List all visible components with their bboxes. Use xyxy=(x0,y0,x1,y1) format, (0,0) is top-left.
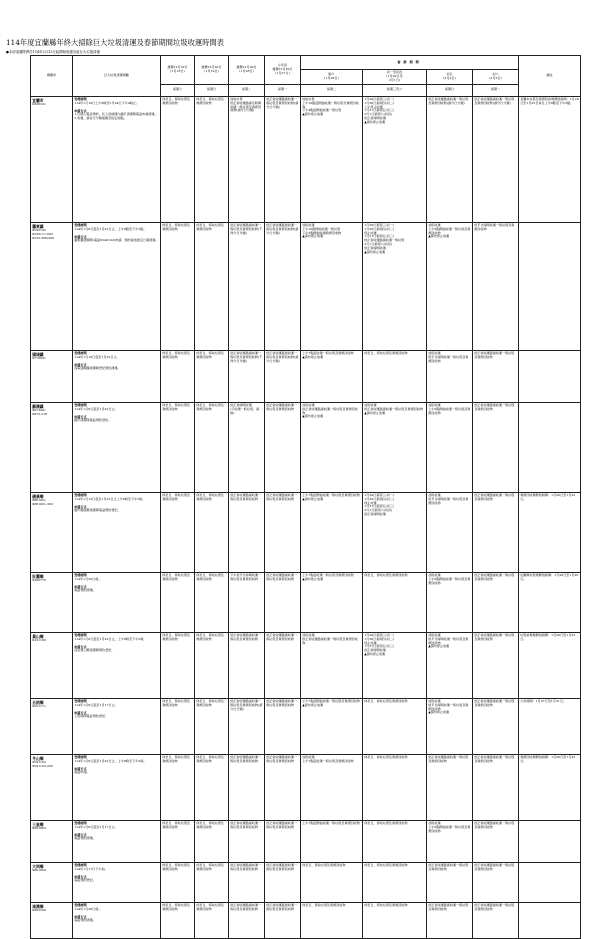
district-cell xyxy=(31,402,73,492)
schedule-cell-e2: 休息日，停收垃圾及資源回收物 xyxy=(363,862,427,902)
schedule-cell-c3: 依正常收運路線收運一般垃圾及資源回收物(不得分日分類) xyxy=(229,222,265,350)
schedule-cell-c2: 休息日，停收垃圾及資源回收物 xyxy=(195,862,229,902)
schedule-cell-c3: 依正常收運路線收運一般垃圾及資源回收物 xyxy=(229,632,265,698)
header-date-2: 農曆12月20日 (1月19日) xyxy=(195,56,229,85)
bulky-label: 受理時間 xyxy=(74,862,87,867)
schedule-cell-e3: 加班收運 依平日時間收運一般垃圾及資源回收物 xyxy=(427,350,473,402)
schedule-cell-c3: 依正常收運路線收運一般垃圾及資源回收物 xyxy=(229,862,265,902)
schedule-cell-e3: 加班收運 依平日時間收運一般垃圾及資源回收物 ▲請勿停止收運 xyxy=(427,698,473,754)
schedule-cell-e1: 上午7點起開始收運一般垃圾及資源回收物 xyxy=(301,820,363,862)
schedule-cell-e1: 上午7點起開始收運一般垃圾及資源回收物 ▲請勿停止收運 xyxy=(301,492,363,572)
table-row xyxy=(31,902,581,938)
schedule-cell-c1: 休息日，停收垃圾及資源回收物 xyxy=(161,862,195,902)
table-row xyxy=(31,350,581,402)
schedule-cell-c4: 依正常收運路線收運一般垃圾及資源回收物 xyxy=(265,754,301,820)
method-label: 申請方式 xyxy=(74,914,87,919)
schedule-cell-e4: 依平日時間收運一般垃圾及資源回收物 xyxy=(473,222,519,350)
method-text: 電話預約清運。 xyxy=(74,918,96,923)
district-name: 南澳鄉 xyxy=(32,903,44,909)
table-row xyxy=(31,632,581,698)
schedule-cell-e2: 休息日，停收垃圾及資源回收物 xyxy=(363,820,427,862)
method-text: 羅東鎮清潔隊(電話9542102)申請，預約後依排定日期清運。 xyxy=(74,238,159,243)
method-text: 電話申請。 xyxy=(74,770,90,775)
district-name: 大同鄉 xyxy=(32,863,44,869)
district-cell xyxy=(31,632,73,698)
schedule-cell-c2: 休息日，停收垃圾及資源回收物 xyxy=(195,820,229,862)
schedule-cell-c1: 休息日，停收垃圾及資源回收物 xyxy=(161,222,195,350)
schedule-cell-c2: 休息日，停收垃圾及資源回收物 xyxy=(195,902,229,938)
schedule-cell-remark xyxy=(519,350,581,402)
header-date-1: 農曆12月19日 (1月18日) xyxy=(161,56,195,85)
method-label: 申請方式 xyxy=(74,504,87,509)
method-label: 申請方式 xyxy=(74,234,87,239)
schedule-cell-e2: 1月29日星期三(初一) 1月30日星期四(初二) 上午停止收運 1月31日星期五(初三) 2月1日星期六(初四) 依正常時間收運 ▲請勿停止收運 xyxy=(363,96,427,222)
district-name: 員山鄉 xyxy=(32,633,44,639)
schedule-cell-e1: 上午7點起收運一般垃圾及資源回收物 ▲請勿停止收運 xyxy=(301,350,363,402)
schedule-cell-e1: 加收垃圾 上午10點起開始收運一般垃圾及資源回收物 下午4點起開始收運一般垃圾 ▲請勿停止收運 xyxy=(301,96,363,222)
district-phone: 9221180 xyxy=(32,637,46,642)
district-phone: 9982500 xyxy=(32,907,46,912)
schedule-cell-e1: 加班收運 上午10點開始收運一般垃圾 下午3點開始收運資源回收物 ▲請勿停止收運 xyxy=(301,222,363,350)
schedule-cell-c3: 依正常時間收運 (只收運一般垃圾、廚餘) xyxy=(229,402,265,492)
schedule-cell-c4: 依正常收運路線收運一般垃圾及資源回收物 xyxy=(265,572,301,632)
bulky-label: 受理時間 xyxy=(74,754,87,759)
district-phone: 9770001 xyxy=(32,355,46,360)
schedule-cell-e4: 依正常收運路線收運一般垃圾及資源回收物(請分日分類) xyxy=(473,96,519,222)
bulky-label: 受理時間 xyxy=(74,820,87,825)
schedule-cell-c3: 依正常收運路線收運一般垃圾及資源回收物 xyxy=(229,820,265,862)
district-cell xyxy=(31,820,73,862)
district-cell xyxy=(31,572,73,632)
method-text: 逕電頭城鎮清潔隊登記預約清運。 xyxy=(74,366,121,371)
district-phone: 9973401 9973-218 xyxy=(32,407,48,416)
schedule-cell-e2: 休息日，停收垃圾及資源回收物 xyxy=(363,902,427,938)
table-row xyxy=(31,862,581,902)
schedule-cell-c4: 依正常收運路線收運一般垃圾及資源回收物 xyxy=(265,820,301,862)
schedule-cell-e2: 休息日，停收垃圾及資源回收物 xyxy=(363,350,427,402)
district-name: 宜蘭市 xyxy=(32,97,44,103)
bulky-text: 114年1月6日起至1月17日止。 xyxy=(74,702,118,707)
bulky-label: 受理時間 xyxy=(74,492,87,497)
schedule-cell-c4: 依正常收運路線收運一般垃圾及資源回收物 xyxy=(265,492,301,572)
schedule-cell-c2: 休息日，停收垃圾及資源回收物 xyxy=(195,96,229,222)
schedule-cell-c1: 休息日，停收垃圾及資源回收物 xyxy=(161,492,195,572)
schedule-cell-c2: 休息日，停收垃圾及資源回收物 xyxy=(195,402,229,492)
district-name: 冬山鄉 xyxy=(32,755,44,761)
header-remark: 備註 xyxy=(519,56,581,97)
schedule-cell-c4: 依正常收運路線收運一般垃圾及資源回收物 xyxy=(265,632,301,698)
schedule-cell-remark xyxy=(519,222,581,350)
schedule-cell-c2: 休息日，停收垃圾及資源回收物 xyxy=(195,632,229,698)
bulky-cell xyxy=(73,350,161,402)
page-note: ●本府清潔隊將於114年2月13日起開始收運市區巨大垃圾清運 xyxy=(6,50,100,54)
schedule-cell-c3: 下午依平日時間收運一般垃圾及資源回收物 xyxy=(229,572,265,632)
schedule-cell-c4: 依正常收運路線收運一般垃圾及資源回收物(請分日分類) xyxy=(265,96,301,222)
method-label: 申請方式 xyxy=(74,766,87,771)
schedule-cell-c3: 加收垃圾 依正常收運路線及時間收運一般垃圾及資源回收物(請分日分類) xyxy=(229,96,265,222)
schedule-cell-e4: 依正常收運路線收運一般垃圾及資源回收物 xyxy=(473,902,519,938)
method-label: 申請方式 xyxy=(74,832,87,837)
table-row xyxy=(31,96,581,222)
method-label: 申請方式 xyxy=(74,362,87,367)
schedule-cell-remark: 壯圍鄉垃圾場開放時間：1月20日至1月25日。 xyxy=(519,572,581,632)
schedule-cell-e1: 加班收運 依正常收運路線收運一般垃圾及資源回收物 ▲請勿停止收運 xyxy=(301,402,363,492)
district-cell xyxy=(31,96,73,222)
schedule-cell-c1: 休息日，停收垃圾及資源回收物 xyxy=(161,632,195,698)
bulky-label: 受理時間 xyxy=(74,698,87,703)
schedule-cell-c3: 依正常收運路線收運一般垃圾及資源回收物 xyxy=(229,492,265,572)
schedule-table xyxy=(30,55,581,939)
schedule-cell-c3: 依正常收運路線收運一般垃圾及資源回收物(不得分日分類) xyxy=(229,350,265,402)
header-weekday-4: 星期一 xyxy=(265,84,301,96)
header-district: 鄉鎮市 xyxy=(31,56,73,97)
header-weekday-2: 星期日 xyxy=(195,84,229,96)
schedule-cell-c1: 休息日，停收垃圾及資源回收物 xyxy=(161,402,195,492)
district-phone: 9891883 xyxy=(32,825,46,830)
bulky-label: 受理時間 xyxy=(74,402,87,407)
method-text: 撥打礁溪鄉清潔隊電話預約登記。 xyxy=(74,508,121,513)
district-phone: 9801004 xyxy=(32,867,46,872)
schedule-cell-e4: 依正常收運路線收運一般垃圾及資源回收物 xyxy=(473,820,519,862)
table-row xyxy=(31,402,581,492)
table-row xyxy=(31,222,581,350)
schedule-cell-e4: 依正常收運路線收運一般垃圾及資源回收物 xyxy=(473,754,519,820)
bulky-cell xyxy=(73,754,161,820)
schedule-cell-remark: 公告時間：1月27日至1月31日。 xyxy=(519,698,581,754)
bulky-text: 114年1月6日起至1月22日止，上午8時至下午5時。 xyxy=(74,636,147,641)
district-phone: 9326101 xyxy=(32,101,46,106)
schedule-cell-e1: 上午7點起開始收運一般垃圾及資源回收物 ▲請勿停止收運 xyxy=(301,698,363,754)
bulky-text: 114年1月16日上午8時至1月24日下午4時止。 xyxy=(74,100,140,105)
header-spring-col-4: 初六 (2月3日) xyxy=(473,70,519,85)
schedule-cell-e2: 休息日，停收垃圾及資源回收物 xyxy=(363,754,427,820)
district-cell xyxy=(31,350,73,402)
district-cell xyxy=(31,902,73,938)
bulky-label: 受理時間 xyxy=(74,350,87,355)
schedule-cell-c1: 休息日，停收垃圾及資源回收物 xyxy=(161,572,195,632)
header-spring: 春節期間 xyxy=(301,56,519,70)
table-row xyxy=(31,754,581,820)
schedule-cell-c3: 依正常收運路線收運一般垃圾及資源回收物(請分日分類) xyxy=(229,698,265,754)
schedule-cell-remark: 資源回收場開放時間：1月20日至1月25日。 xyxy=(519,754,581,820)
bulky-cell xyxy=(73,698,161,754)
schedule-cell-e3: 加班收運 上午9點開始收運一般垃圾及資源回收物 xyxy=(427,402,473,492)
method-text: 電話預約清運。 xyxy=(74,836,96,841)
schedule-cell-e1: 休息日，停收垃圾及資源回收物 xyxy=(301,902,363,938)
header-weekday-1: 星期六 xyxy=(161,84,195,96)
schedule-cell-c2: 休息日，停收垃圾及資源回收物 xyxy=(195,754,229,820)
method-label: 申請方式 xyxy=(74,710,87,715)
header-spring-col-3: 初五 (2月2日) xyxy=(427,70,473,85)
schedule-cell-remark: 宜蘭市垃圾及資源回收場開放時間：1月20日至1月25日每日上午8點至下午5點。 xyxy=(519,96,581,222)
schedule-cell-e2: 1月29日星期三(初一) 1月30日星期四(初二) 停止收運 1月31日星期五(初三) 2月1日星期六(初四) 依正常時間收運 xyxy=(363,492,427,572)
table-row xyxy=(31,698,581,754)
schedule-cell-c3: 依正常收運路線收運一般垃圾及資源回收物 xyxy=(229,754,265,820)
schedule-cell-c2: 休息日，停收垃圾及資源回收物 xyxy=(195,698,229,754)
district-cell xyxy=(31,492,73,572)
method-text: 電話預約清運。 xyxy=(74,588,96,593)
bulky-cell xyxy=(73,902,161,938)
schedule-cell-c2: 休息日，停收垃圾及資源回收物 xyxy=(195,350,229,402)
method-text: 上班時間電話預約登記。 xyxy=(74,714,109,719)
schedule-cell-e1: 加班收運 依正常收運路線收運一般垃圾及資源回收物 xyxy=(301,632,363,698)
bulky-text: 114年1月6日起至1月22日止，上午8點至下午5點。 xyxy=(74,226,147,231)
method-label: 申請方式 xyxy=(74,414,87,419)
district-name: 頭城鎮 xyxy=(32,351,44,357)
bulky-text: 114年1月13日起至1月22日止上午8時至下午5時。 xyxy=(74,496,146,501)
district-cell xyxy=(31,754,73,820)
schedule-cell-c4: 依正常收運路線收運一般垃圾及資源回收物 xyxy=(265,402,301,492)
schedule-cell-c1: 休息日，停收垃圾及資源回收物 xyxy=(161,96,195,222)
schedule-cell-e4: 依正常收運路線收運一般垃圾及資源回收物 xyxy=(473,402,519,492)
district-cell xyxy=(31,222,73,350)
schedule-cell-e1: 加班收運 上午7點起收運一般垃圾及資源回收物 xyxy=(301,754,363,820)
district-cell xyxy=(31,862,73,902)
bulky-label: 受理時間 xyxy=(74,572,87,577)
schedule-cell-e3: 加班收運 上午9點開始收運一般垃圾及資源回收物 ▲請勿停止收運 xyxy=(427,222,473,350)
bulky-label: 受理時間 xyxy=(74,222,87,227)
method-text: 1.以個人電話預約，於上班時間內撥打清潔隊電話申請清運。2.免費，請自行分類後搬至指定地點。 xyxy=(74,112,158,121)
bulky-cell xyxy=(73,632,161,698)
schedule-cell-c2: 休息日，停收垃圾及資源回收物 xyxy=(195,222,229,350)
schedule-cell-remark xyxy=(519,902,581,938)
schedule-cell-remark xyxy=(519,820,581,862)
header-weekday-3: 星期二 xyxy=(229,84,265,96)
schedule-cell-e4: 依正常收運路線收運一般垃圾及資源回收物 xyxy=(473,350,519,402)
header-bulky: 巨大垃圾清運規劃 xyxy=(73,56,161,97)
header-weekday-5: 星期二 xyxy=(301,84,363,96)
bulky-text: 114年1月17日下午前。 xyxy=(74,866,108,871)
schedule-cell-e3: 加班收運 上午9點開始收運一般垃圾及資源回收物 xyxy=(427,820,473,862)
schedule-cell-remark xyxy=(519,402,581,492)
bulky-cell xyxy=(73,96,161,222)
header-spring-col-1: 除夕 (1月28日) xyxy=(301,70,363,85)
schedule-cell-c1: 休息日，停收垃圾及資源回收物 xyxy=(161,698,195,754)
schedule-cell-c4: 依正常收運路線收運一般垃圾及資源回收物 xyxy=(265,698,301,754)
method-text: 逕洽員山鄉清潔隊預約登記。 xyxy=(74,648,115,653)
header-weekday-8: 星期一 xyxy=(473,84,519,96)
schedule-body xyxy=(31,96,581,938)
bulky-cell xyxy=(73,572,161,632)
method-text: 撥打清潔隊電話預約登記。 xyxy=(74,418,112,423)
bulky-text: 114年1月6日起至1月22日止，上午8時至下午5時。 xyxy=(74,758,147,763)
bulky-text: 114年1月6日起至1月22日止。 xyxy=(74,406,118,411)
schedule-cell-e2: 休息日，停收垃圾及資源回收物 xyxy=(363,572,427,632)
bulky-cell xyxy=(73,222,161,350)
bulky-cell xyxy=(73,862,161,902)
page-title: 114年度宜蘭縣年終大掃除巨大垃圾清運及春節期間垃圾收運時間表 xyxy=(6,38,225,47)
schedule-cell-remark: 垃圾處理場開放時間：1月20日至1月25日。 xyxy=(519,632,581,698)
schedule-cell-e4: 依正常收運路線收運一般垃圾及資源回收物 xyxy=(473,698,519,754)
bulky-text: 114年1月6日起至1月17日止。 xyxy=(74,824,118,829)
schedule-cell-c1: 休息日，停收垃圾及資源回收物 xyxy=(161,754,195,820)
schedule-cell-c4: 依正常收運路線收運一般垃圾及資源回收物(請分日分類) xyxy=(265,222,301,350)
method-text: 電話預約登記。 xyxy=(74,878,96,883)
schedule-cell-remark xyxy=(519,862,581,902)
schedule-cell-e2: 1月29日星期三(初一) 1月30日星期四(初二) 停止收運 1月31日星期五(初三) 依正常時間收運 ▲請勿停止收運 xyxy=(363,632,427,698)
header-spring-col-2: 初一至初四 (1月29日至 2月1日) xyxy=(363,70,427,85)
district-phone: 9380776 xyxy=(32,577,46,582)
district-name: 三星鄉 xyxy=(32,821,44,827)
district-phone: 9881001 9881001-302 xyxy=(32,497,53,506)
district-name: 礁溪鄉 xyxy=(32,493,44,499)
bulky-text: 114年1月20日前。 xyxy=(74,906,102,911)
table-row xyxy=(31,492,581,572)
bulky-label: 受理時間 xyxy=(74,96,87,101)
schedule-cell-e3: 依正常收運路線收運一般垃圾及資源回收物 xyxy=(427,902,473,938)
method-label: 申請方式 xyxy=(74,874,87,879)
schedule-cell-e2: 加班收運 依正常收運路線收運一般垃圾及資源回收物 ▲請勿停止收運 xyxy=(363,402,427,492)
schedule-cell-c2: 休息日，停收垃圾及資源回收物 xyxy=(195,492,229,572)
district-cell xyxy=(31,698,73,754)
method-label: 申請方式 xyxy=(74,584,87,589)
header-weekday-6: 星期三至六 xyxy=(363,84,427,96)
district-phone: 9591103 9591103-202 xyxy=(32,759,53,768)
bulky-cell xyxy=(73,402,161,492)
schedule-cell-e2: 1月29日星期三(初一) 1月30日星期四(初二) 停止收運 1月31日星期五(初三) 依正常收運路線收運一般垃圾 2月1日星期六(初四) 依正常時間收運 ▲請勿停止收運 xyxy=(363,222,427,350)
schedule-cell-e3: 加班收運 依平日時間收運一般垃圾及資源回收物 ▲請勿停止收運 xyxy=(427,632,473,698)
district-phone: 9542102 9536111-602 9535-308/309 xyxy=(32,227,54,240)
table-row xyxy=(31,572,581,632)
schedule-cell-c1: 休息日，停收垃圾及資源回收物 xyxy=(161,820,195,862)
header-date-4: 小年夜 農曆12月29日 (1月27日) xyxy=(265,56,301,85)
schedule-cell-c1: 休息日，停收垃圾及資源回收物 xyxy=(161,902,195,938)
schedule-cell-c2: 休息日，停收垃圾及資源回收物 xyxy=(195,572,229,632)
district-name: 壯圍鄉 xyxy=(32,573,44,579)
schedule-cell-e4: 依正常收運路線收運一般垃圾及資源回收物 xyxy=(473,492,519,572)
schedule-cell-c1: 休息日，停收垃圾及資源回收物 xyxy=(161,350,195,402)
schedule-cell-e3: 依正常收運路線收運一般垃圾及資源回收物 xyxy=(427,862,473,902)
schedule-cell-e1: 休息日，停收垃圾及資源回收物 xyxy=(301,862,363,902)
bulky-cell xyxy=(73,820,161,862)
district-phone: 9501111 xyxy=(32,703,46,708)
schedule-cell-e4: 依正常收運路線收運一般垃圾及資源回收物 xyxy=(473,862,519,902)
schedule-cell-e3: 加班收運 上午9點開始收運一般垃圾及資源回收物 xyxy=(427,572,473,632)
method-label: 申請方式 xyxy=(74,644,87,649)
method-label: 申請方式 xyxy=(74,108,87,113)
header-weekday-7: 星期日 xyxy=(427,84,473,96)
schedule-cell-c4: 依正常收運路線收運一般垃圾及資源回收物 xyxy=(265,902,301,938)
district-name: 羅東鎮 xyxy=(32,223,44,229)
schedule-cell-e1: 上午7點起收運一般垃圾及資源回收物 ▲請勿停止收運 xyxy=(301,572,363,632)
bulky-cell xyxy=(73,492,161,572)
district-name: 蘇澳鎮 xyxy=(32,403,44,409)
schedule-cell-e4: 依正常收運路線收運一般垃圾及資源回收物 xyxy=(473,632,519,698)
schedule-cell-e3: 依正常收運路線收運一般垃圾及資源回收物(請分日分類) xyxy=(427,96,473,222)
header-date-3: 農曆12月29日 (1月28日) xyxy=(229,56,265,85)
schedule-cell-c4: 依正常收運路線收運一般垃圾及資源回收物(請分日分類) xyxy=(265,350,301,402)
bulky-label: 受理時間 xyxy=(74,632,87,637)
district-name: 五結鄉 xyxy=(32,699,44,705)
schedule-cell-c3: 依正常收運路線收運一般垃圾及資源回收物 xyxy=(229,902,265,938)
schedule-cell-e4: 依正常收運路線收運一般垃圾及資源回收物 xyxy=(473,572,519,632)
table-row xyxy=(31,820,581,862)
bulky-text: 114年1月20日前。 xyxy=(74,576,102,581)
bulky-label: 受理時間 xyxy=(74,902,87,907)
schedule-cell-e3: 加班收運 依平日時間收運一般垃圾及資源回收物 xyxy=(427,492,473,572)
schedule-cell-e3: 依正常收運路線收運一般垃圾及資源回收物 xyxy=(427,754,473,820)
schedule-cell-remark: 資源回收場開放時間：1月20日至1月25日。 xyxy=(519,492,581,572)
bulky-text: 114年1月10日起至1月22日止。 xyxy=(74,354,120,359)
schedule-cell-c4: 依正常收運路線收運一般垃圾及資源回收物 xyxy=(265,862,301,902)
schedule-cell-e2: 休息日，停收垃圾及資源回收物 xyxy=(363,698,427,754)
